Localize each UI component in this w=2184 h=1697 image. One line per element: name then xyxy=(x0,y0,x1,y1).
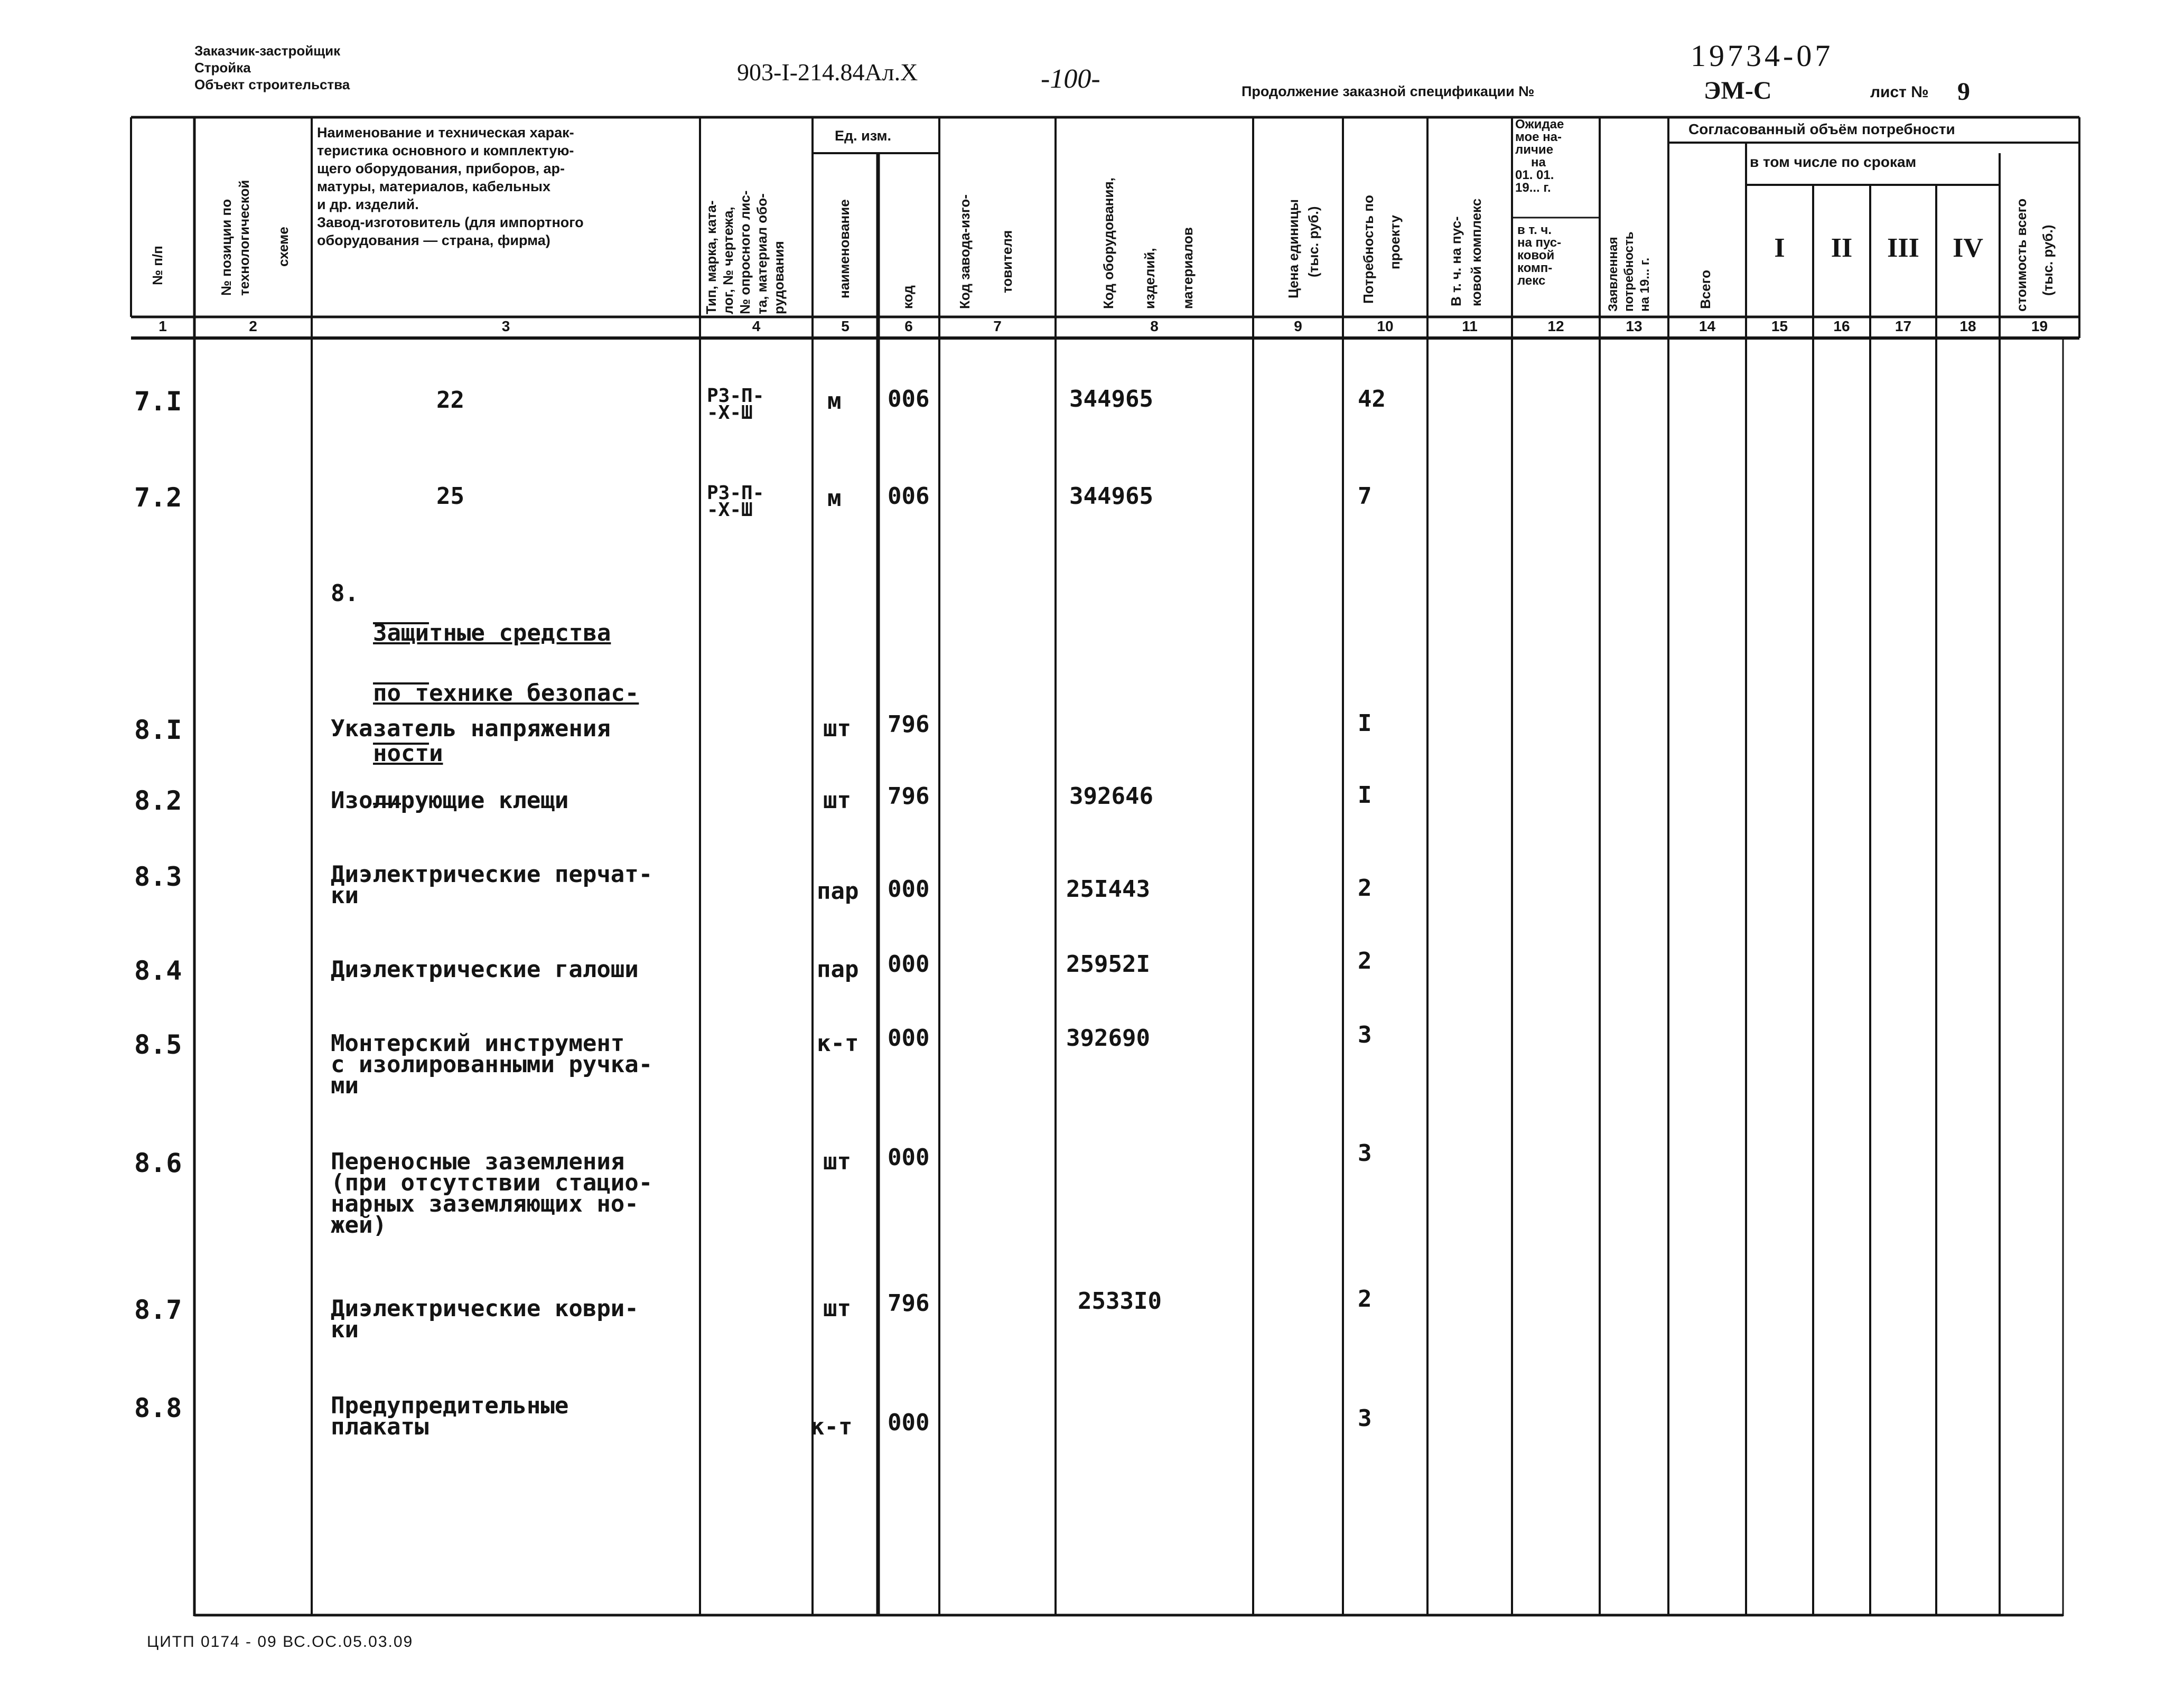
row-equipment-code: 25952I xyxy=(1066,951,1150,978)
row-unit-code: 796 xyxy=(888,711,930,738)
col-header-19b: (тыс. руб.) xyxy=(2040,224,2056,296)
col-header-9a: Цена единицы xyxy=(1285,199,1301,298)
col-number-18: 18 xyxy=(1959,318,1976,334)
col-header-4e: рудования xyxy=(771,241,787,314)
object-label: Объект строительства xyxy=(194,77,350,92)
row-name: 22 xyxy=(436,387,464,414)
col-header-11b: ковой комплекс xyxy=(1468,198,1484,306)
row-unit: пар xyxy=(817,956,859,983)
col-header-12: Ожидае мое на- личие на 01. 01. 19... г. xyxy=(1515,117,1564,195)
row-unit: к-т xyxy=(817,1030,859,1057)
row-unit: шт xyxy=(823,787,851,814)
col-header-group: Согласованный объём потребности xyxy=(1688,121,1955,137)
col-number-3: 3 xyxy=(501,318,510,334)
col-header-17: III xyxy=(1887,233,1919,263)
col-header-4a: Тип, марка, ката- xyxy=(703,200,719,314)
col-header-16: II xyxy=(1831,233,1853,263)
col-number-2: 2 xyxy=(249,318,257,334)
row-type: РЗ-П- -Х-Ш xyxy=(707,385,764,424)
row-unit-code: 000 xyxy=(888,951,930,978)
col-header-2c: схеме xyxy=(275,227,291,267)
col-header-2b: технологической xyxy=(236,180,252,296)
col-header-units: Ед. изм. xyxy=(835,128,891,144)
row-unit: м xyxy=(827,485,842,512)
col-header-11a: В т. ч. на пус- xyxy=(1448,216,1464,306)
col-header-13a: Заявленная xyxy=(1606,237,1620,312)
row-unit: пар xyxy=(817,878,859,905)
row-quantity: 7 xyxy=(1358,483,1372,510)
section-8-title: Защитные средства по технике безопас- ности xyxy=(373,620,639,767)
row-equipment-code: 392690 xyxy=(1066,1025,1150,1052)
col-header-4b: лог, № чертежа, xyxy=(720,207,736,314)
row-quantity: I xyxy=(1358,710,1372,737)
row-quantity: 2 xyxy=(1358,875,1372,902)
row-name: Диэлектрические галоши xyxy=(331,956,639,983)
col-number-15: 15 xyxy=(1771,318,1788,334)
document-number: 903-I-214.84Ал.X xyxy=(737,59,918,86)
spec-code: ЭМ-С xyxy=(1704,77,1772,105)
row-type: РЗ-П- -Х-Ш xyxy=(707,482,764,521)
construction-label: Стройка xyxy=(194,60,251,76)
row-name: Изолирующие клещи xyxy=(331,787,569,814)
row-name: Указатель напряжения xyxy=(331,715,611,742)
col-header-13b: потребность xyxy=(1622,231,1636,312)
col-number-6: 6 xyxy=(904,318,913,334)
row-name: 25 xyxy=(436,483,464,510)
section-8-number: 8. xyxy=(331,580,359,607)
row-number: 8.6 xyxy=(134,1148,182,1178)
col-header-4d: та, материал обо- xyxy=(754,193,770,314)
col-header-6: код xyxy=(900,285,916,309)
continuation-label: Продолжение заказной спецификации № xyxy=(1242,83,1535,99)
col-header-1: № п/п xyxy=(150,246,165,285)
col-number-8: 8 xyxy=(1150,318,1159,334)
col-header-7a: Код завода-изго- xyxy=(957,194,973,309)
row-equipment-code: 2533I0 xyxy=(1078,1288,1162,1315)
row-unit: шт xyxy=(823,715,851,742)
row-number: 7.I xyxy=(134,386,182,417)
row-number: 8.3 xyxy=(134,861,182,892)
col-number-17: 17 xyxy=(1894,318,1912,334)
sheet-number: 9 xyxy=(1957,78,1970,106)
col-header-13c: на 19... г. xyxy=(1638,257,1652,312)
col-header-8a: Код оборудования, xyxy=(1100,177,1116,309)
col-header-2a: № позиции по xyxy=(218,199,234,296)
col-header-12b: в т. ч. на пус- ковой комп- лекс xyxy=(1517,223,1562,288)
col-header-8b: изделий, xyxy=(1142,248,1158,309)
row-number: 8.2 xyxy=(134,785,182,816)
col-header-4c: № опросного лис- xyxy=(737,190,753,314)
row-name: Монтерский инструмент с изолированными ручка- ми xyxy=(331,1030,653,1099)
row-quantity: 2 xyxy=(1358,1286,1372,1312)
col-number-12: 12 xyxy=(1547,318,1564,334)
row-quantity: 3 xyxy=(1358,1405,1372,1432)
row-number: 8.4 xyxy=(134,955,182,986)
col-header-subgroup: в том числе по срокам xyxy=(1750,154,1917,170)
customer-label: Заказчик-застройщик xyxy=(194,43,341,59)
col-number-19: 19 xyxy=(2031,318,2048,334)
row-unit-code: 006 xyxy=(888,386,930,412)
col-number-14: 14 xyxy=(1698,318,1716,334)
row-number: 8.7 xyxy=(134,1295,182,1325)
col-header-19a: стоимость всего xyxy=(2013,198,2029,312)
col-number-7: 7 xyxy=(993,318,1002,334)
row-unit: шт xyxy=(823,1295,851,1322)
col-header-15: I xyxy=(1774,233,1785,263)
row-unit-code: 796 xyxy=(888,783,930,810)
sheet-label: лист № xyxy=(1870,83,1929,101)
row-name: Диэлектрические коври- ки xyxy=(331,1295,639,1343)
col-header-18: IV xyxy=(1953,233,1983,263)
row-quantity: 3 xyxy=(1358,1140,1372,1167)
col-header-7b: товителя xyxy=(999,230,1015,293)
row-quantity: I xyxy=(1358,782,1372,809)
row-unit-code: 000 xyxy=(888,1144,930,1171)
col-header-5: наименование xyxy=(836,199,852,298)
row-unit-code: 796 xyxy=(888,1290,930,1317)
row-unit: шт xyxy=(823,1148,851,1175)
row-name: Диэлектрические перчат- ки xyxy=(331,861,653,909)
row-quantity: 42 xyxy=(1358,386,1386,412)
footer-code: ЦИТП 0174 - 09 ВС.ОС.05.03.09 xyxy=(147,1633,414,1651)
row-name: Предупредительные плакаты xyxy=(331,1392,569,1440)
col-header-10a: Потребность по xyxy=(1360,195,1376,304)
row-quantity: 3 xyxy=(1358,1021,1372,1048)
col-number-5: 5 xyxy=(841,318,850,334)
row-name: Переносные заземления (при отсутствии стацио- нарных заземляющих но- жей) xyxy=(331,1148,653,1239)
col-number-1: 1 xyxy=(158,318,167,334)
row-quantity: 2 xyxy=(1358,948,1372,974)
page-number: -100- xyxy=(1041,64,1100,94)
col-number-16: 16 xyxy=(1833,318,1850,334)
row-unit-code: 000 xyxy=(888,1409,930,1436)
row-unit: к-т xyxy=(810,1413,853,1440)
col-header-9b: (тыс. руб.) xyxy=(1305,206,1321,277)
col-number-10: 10 xyxy=(1377,318,1394,334)
row-unit-code: 000 xyxy=(888,876,930,903)
row-unit-code: 006 xyxy=(888,483,930,510)
col-number-4: 4 xyxy=(752,318,761,334)
col-header-10b: проекту xyxy=(1387,215,1403,269)
col-number-9: 9 xyxy=(1294,318,1302,334)
col-number-13: 13 xyxy=(1626,318,1642,334)
row-unit-code: 000 xyxy=(888,1025,930,1052)
row-equipment-code: 392646 xyxy=(1069,783,1153,810)
col-number-11: 11 xyxy=(1462,318,1478,334)
row-number: 8.I xyxy=(134,715,182,745)
row-equipment-code: 25I443 xyxy=(1066,876,1150,903)
row-number: 7.2 xyxy=(134,482,182,513)
row-number: 8.8 xyxy=(134,1393,182,1423)
col-header-14: Всего xyxy=(1697,269,1713,309)
row-equipment-code: 344965 xyxy=(1069,483,1153,510)
row-number: 8.5 xyxy=(134,1029,182,1060)
registration-number: 19734-07 xyxy=(1691,39,1834,73)
col-header-3: Наименование и техническая харак- теристика основного и комплектую- щего оборудования, приборов, ар- матуры, материалов, кабельных и др. изделий. Завод-изготовитель (для импортного оборудования — страна, фирма) xyxy=(317,125,584,248)
row-unit: м xyxy=(827,388,842,415)
row-equipment-code: 344965 xyxy=(1069,386,1153,412)
col-header-8c: материалов xyxy=(1180,227,1196,309)
